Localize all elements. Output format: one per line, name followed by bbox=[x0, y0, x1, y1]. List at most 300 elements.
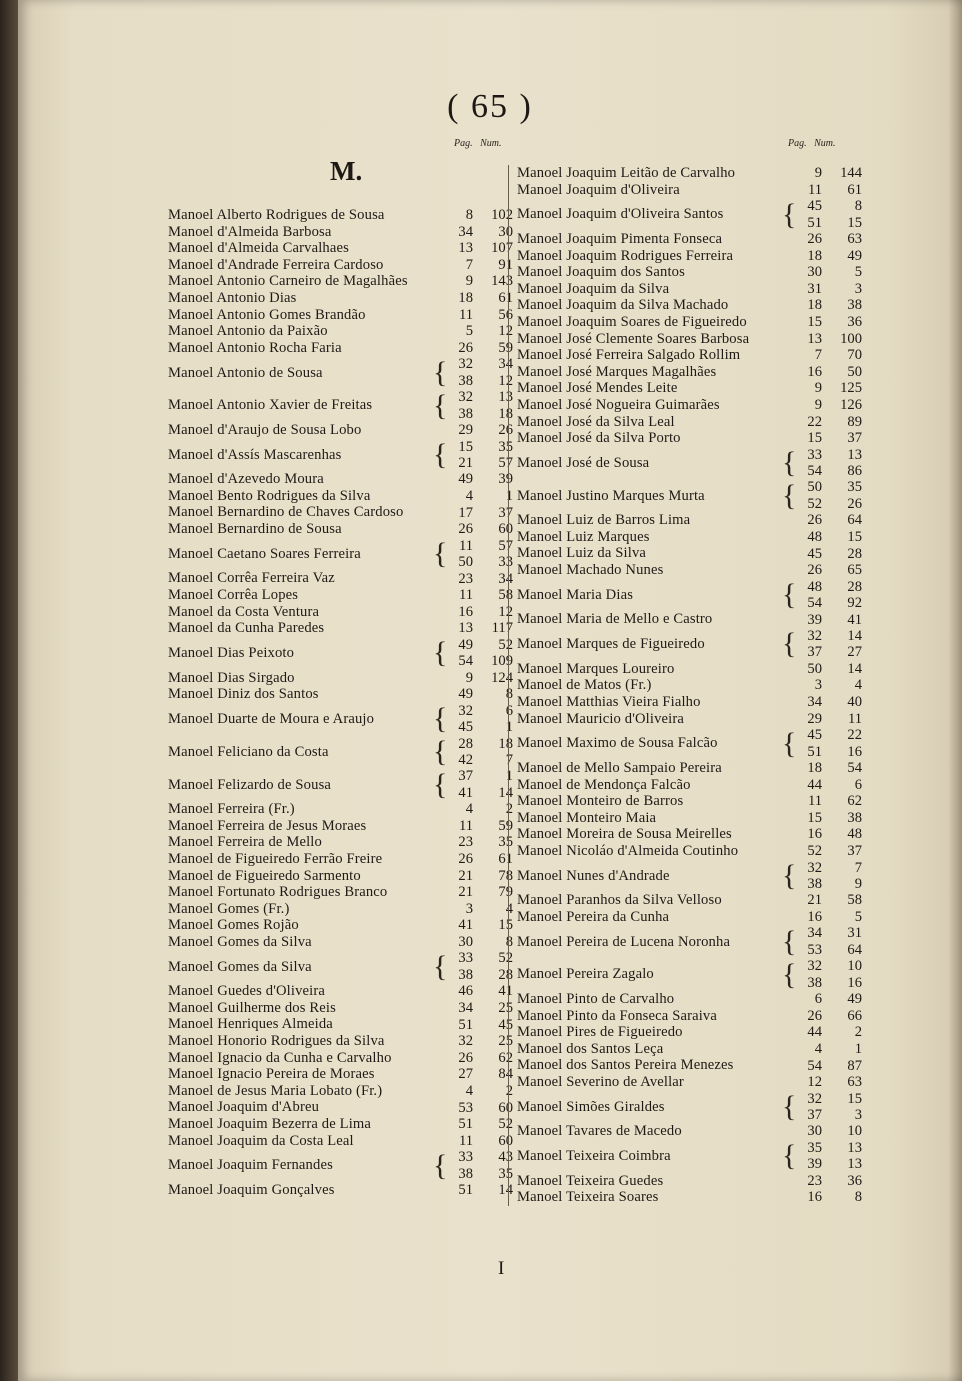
page-ref: 15 bbox=[807, 314, 822, 331]
entry-name: Manoel Luiz Marques bbox=[517, 528, 650, 545]
number-ref: 7 bbox=[505, 751, 513, 768]
page-ref: 4 bbox=[465, 487, 473, 504]
number-ref: 10 bbox=[847, 958, 862, 975]
entry-name: Manoel d'Araujo de Sousa Lobo bbox=[168, 421, 362, 438]
number-ref: 22 bbox=[847, 727, 862, 744]
entry-name: Manoel Matthias Vieira Fialho bbox=[517, 693, 701, 710]
reference-pair bbox=[792, 1091, 862, 1107]
page-number: ( 65 ) bbox=[447, 88, 533, 125]
reference-pair bbox=[792, 512, 862, 528]
number-ref: 7 bbox=[854, 859, 862, 876]
index-entry bbox=[517, 727, 862, 760]
index-entry bbox=[168, 207, 513, 224]
page-ref: 6 bbox=[814, 991, 822, 1008]
number-ref: 5 bbox=[854, 908, 862, 925]
reference-pair bbox=[443, 884, 513, 900]
entry-name: Manoel de Figueiredo Sarmento bbox=[168, 867, 361, 884]
page-ref: 54 bbox=[807, 595, 822, 612]
reference-pair bbox=[443, 323, 513, 339]
index-entry bbox=[168, 224, 513, 241]
index-entry bbox=[517, 843, 862, 860]
index-entry bbox=[517, 628, 862, 661]
page-ref: 11 bbox=[458, 587, 473, 604]
entry-name: Manoel Pinto da Fonseca Saraiva bbox=[517, 1007, 717, 1024]
entry-name: Manoel Ferreira de Jesus Moraes bbox=[168, 817, 367, 834]
number-ref: 100 bbox=[840, 330, 862, 347]
reference-pair bbox=[792, 1074, 862, 1090]
page-ref: 7 bbox=[465, 256, 473, 273]
page-ref: 9 bbox=[465, 273, 473, 290]
number-ref: 40 bbox=[847, 694, 862, 711]
page-ref: 34 bbox=[458, 999, 473, 1016]
number-ref: 2 bbox=[505, 801, 513, 818]
number-ref: 28 bbox=[847, 545, 862, 562]
entry-name: Manoel dos Santos Leça bbox=[517, 1040, 664, 1057]
entry-name: Manoel Ferreira de Mello bbox=[168, 834, 322, 851]
entry-references bbox=[433, 637, 513, 670]
entry-references bbox=[433, 801, 513, 817]
entry-name: Manoel Gomes da Silva bbox=[168, 958, 312, 975]
entry-references bbox=[433, 818, 513, 834]
page-ref: 37 bbox=[807, 1106, 822, 1123]
entry-name: Manoel Nunes d'Andrade bbox=[517, 867, 670, 884]
brace-mark: { bbox=[433, 734, 448, 768]
reference-pair bbox=[443, 1182, 513, 1198]
number-ref: 5 bbox=[854, 264, 862, 281]
reference-pair bbox=[443, 240, 513, 256]
index-entry bbox=[168, 1133, 513, 1150]
number-ref: 62 bbox=[498, 1049, 513, 1066]
index-entry bbox=[517, 1041, 862, 1058]
number-ref: 143 bbox=[491, 273, 513, 290]
page-ref: 18 bbox=[807, 247, 822, 264]
number-ref: 48 bbox=[847, 826, 862, 843]
index-entry bbox=[168, 620, 513, 637]
reference-pair bbox=[792, 1058, 862, 1074]
index-entry bbox=[517, 1074, 862, 1091]
reference-pair bbox=[443, 1050, 513, 1066]
page-ref: 54 bbox=[458, 653, 473, 670]
page-ref: 38 bbox=[458, 372, 473, 389]
entry-references bbox=[782, 414, 862, 430]
reference-pair bbox=[443, 1017, 513, 1033]
number-ref: 26 bbox=[498, 422, 513, 438]
page-ref: 34 bbox=[807, 925, 822, 942]
brace-mark: { bbox=[433, 702, 448, 736]
index-entry bbox=[517, 826, 862, 843]
entry-name: Manoel Bernardino de Sousa bbox=[168, 521, 342, 538]
number-ref: 124 bbox=[491, 669, 513, 686]
page-ref: 41 bbox=[458, 784, 473, 801]
entry-name: Manoel Antonio Rocha Faria bbox=[168, 339, 342, 356]
index-entry bbox=[168, 1083, 513, 1100]
index-entry bbox=[517, 1123, 862, 1140]
page-ref: 27 bbox=[458, 1066, 473, 1083]
reference-pair bbox=[792, 810, 862, 826]
entry-references bbox=[782, 727, 862, 760]
reference-pair bbox=[792, 397, 862, 413]
index-entry bbox=[168, 1099, 513, 1116]
brace-mark: { bbox=[433, 388, 448, 422]
reference-pair bbox=[443, 373, 513, 389]
page-ref: 38 bbox=[458, 966, 473, 983]
index-entry bbox=[517, 281, 862, 298]
index-entry bbox=[168, 901, 513, 918]
reference-pair bbox=[443, 538, 513, 554]
page-ref: 53 bbox=[807, 941, 822, 958]
page-ref: 45 bbox=[807, 545, 822, 562]
number-ref: 92 bbox=[847, 595, 862, 612]
entry-references bbox=[782, 347, 862, 363]
reference-pair bbox=[792, 711, 862, 727]
reference-pair bbox=[792, 1156, 862, 1172]
entry-name: Manoel Teixeira Coimbra bbox=[517, 1148, 671, 1165]
index-entry bbox=[168, 983, 513, 1000]
number-ref: 86 bbox=[847, 463, 862, 480]
entry-references bbox=[433, 356, 513, 389]
page-ref: 29 bbox=[458, 422, 473, 438]
reference-pair bbox=[443, 521, 513, 537]
entry-name: Manoel Antonio de Sousa bbox=[168, 364, 323, 381]
reference-pair bbox=[792, 644, 862, 660]
entry-references bbox=[433, 422, 513, 438]
reference-pair bbox=[443, 736, 513, 752]
number-ref: 11 bbox=[847, 710, 862, 727]
number-ref: 52 bbox=[498, 636, 513, 653]
reference-pair bbox=[792, 612, 862, 628]
entry-name: Manoel Gomes da Silva bbox=[168, 933, 312, 950]
number-ref: 70 bbox=[847, 347, 862, 364]
reference-pair bbox=[792, 414, 862, 430]
page-ref: 16 bbox=[807, 908, 822, 925]
entry-references bbox=[433, 1116, 513, 1132]
number-ref: 35 bbox=[498, 834, 513, 851]
reference-pair bbox=[792, 182, 862, 198]
number-ref: 79 bbox=[498, 884, 513, 901]
page-ref: 37 bbox=[458, 768, 473, 785]
index-entry bbox=[168, 538, 513, 571]
number-ref: 57 bbox=[498, 454, 513, 471]
index-entry bbox=[517, 1024, 862, 1041]
entry-references bbox=[433, 1182, 513, 1198]
entry-name: Manoel Guilherme dos Reis bbox=[168, 999, 336, 1016]
entry-references bbox=[433, 884, 513, 900]
reference-pair bbox=[443, 1166, 513, 1182]
entry-references bbox=[782, 529, 862, 545]
entry-references bbox=[433, 703, 513, 736]
index-entry bbox=[517, 314, 862, 331]
page-ref: 48 bbox=[807, 528, 822, 545]
number-ref: 25 bbox=[498, 999, 513, 1016]
entry-name: Manoel José de Sousa bbox=[517, 454, 650, 471]
number-ref: 12 bbox=[498, 323, 513, 340]
page-ref: 33 bbox=[807, 446, 822, 463]
entry-name: Manoel Fortunato Rodrigues Branco bbox=[168, 884, 388, 901]
reference-pair bbox=[792, 198, 862, 214]
reference-pair bbox=[792, 463, 862, 479]
page-ref: 18 bbox=[458, 290, 473, 307]
reference-pair bbox=[792, 546, 862, 562]
reference-pair bbox=[443, 917, 513, 933]
number-ref: 144 bbox=[840, 165, 862, 182]
index-entry bbox=[168, 273, 513, 290]
index-entry bbox=[517, 447, 862, 480]
number-ref: 2 bbox=[854, 1024, 862, 1041]
entry-references bbox=[782, 479, 862, 512]
entry-references bbox=[782, 777, 862, 793]
page-ref: 30 bbox=[458, 933, 473, 950]
reference-pair bbox=[792, 876, 862, 892]
index-entry bbox=[168, 389, 513, 422]
number-ref: 13 bbox=[847, 1156, 862, 1173]
reference-pair bbox=[792, 579, 862, 595]
number-ref: 57 bbox=[498, 537, 513, 554]
reference-pair bbox=[443, 307, 513, 323]
number-ref: 30 bbox=[498, 223, 513, 240]
entry-name: Manoel José da Silva Porto bbox=[517, 430, 681, 447]
entry-references bbox=[782, 711, 862, 727]
index-entry bbox=[168, 834, 513, 851]
index-entry bbox=[168, 801, 513, 818]
page-ref: 11 bbox=[807, 181, 822, 198]
number-ref: 109 bbox=[491, 653, 513, 670]
reference-pair bbox=[792, 958, 862, 974]
entry-references bbox=[433, 1100, 513, 1116]
number-ref: 10 bbox=[847, 1123, 862, 1140]
number-ref: 52 bbox=[498, 1116, 513, 1133]
index-entry bbox=[517, 909, 862, 926]
reference-pair bbox=[443, 686, 513, 702]
entry-references bbox=[433, 1017, 513, 1033]
entry-name: Manoel d'Azevedo Moura bbox=[168, 471, 324, 488]
page-ref: 26 bbox=[458, 1049, 473, 1066]
reference-pair bbox=[792, 1123, 862, 1139]
entry-references bbox=[433, 505, 513, 521]
entry-name: Manoel Tavares de Macedo bbox=[517, 1123, 682, 1140]
num-header-left: Num. bbox=[480, 138, 502, 149]
entry-name: Manoel Antonio Carneiro de Magalhães bbox=[168, 273, 408, 290]
index-entry bbox=[168, 868, 513, 885]
entry-references bbox=[782, 1008, 862, 1024]
entry-references bbox=[782, 612, 862, 628]
entry-name: Manoel Joaquim Leitão de Carvalho bbox=[517, 165, 736, 181]
entry-name: Manoel Joaquim Fernandes bbox=[168, 1157, 333, 1174]
entry-references bbox=[433, 1133, 513, 1149]
number-ref: 28 bbox=[498, 966, 513, 983]
reference-pair bbox=[443, 406, 513, 422]
page-ref: 42 bbox=[458, 751, 473, 768]
entry-references bbox=[433, 768, 513, 801]
entry-references bbox=[433, 389, 513, 422]
reference-pair bbox=[792, 777, 862, 793]
entry-name: Manoel da Costa Ventura bbox=[168, 603, 320, 620]
entry-references bbox=[433, 901, 513, 917]
page-ref: 49 bbox=[458, 471, 473, 488]
reference-pair bbox=[792, 347, 862, 363]
index-entry bbox=[517, 1140, 862, 1173]
reference-pair bbox=[792, 677, 862, 693]
number-ref: 1 bbox=[505, 719, 513, 736]
number-ref: 62 bbox=[847, 793, 862, 810]
entry-name: Manoel Alberto Rodrigues de Sousa bbox=[168, 207, 385, 223]
entry-references bbox=[433, 273, 513, 289]
index-entry bbox=[517, 1008, 862, 1025]
index-entry bbox=[517, 579, 862, 612]
number-ref: 16 bbox=[847, 743, 862, 760]
entry-references bbox=[433, 538, 513, 571]
index-entry bbox=[517, 545, 862, 562]
entry-references bbox=[782, 447, 862, 480]
number-ref: 16 bbox=[847, 974, 862, 991]
index-entry bbox=[168, 1182, 513, 1199]
reference-pair bbox=[443, 1083, 513, 1099]
reference-pair bbox=[792, 628, 862, 644]
number-ref: 63 bbox=[847, 1074, 862, 1091]
reference-pair bbox=[443, 620, 513, 636]
index-entry bbox=[517, 397, 862, 414]
entry-name: Manoel Antonio Gomes Brandão bbox=[168, 306, 366, 323]
number-ref: 18 bbox=[498, 405, 513, 422]
reference-pair bbox=[792, 860, 862, 876]
number-ref: 58 bbox=[498, 587, 513, 604]
number-ref: 13 bbox=[847, 1139, 862, 1156]
reference-pair bbox=[443, 356, 513, 372]
number-ref: 3 bbox=[854, 1106, 862, 1123]
page-ref: 11 bbox=[458, 537, 473, 554]
reference-pair bbox=[443, 1116, 513, 1132]
page-ref: 49 bbox=[458, 686, 473, 703]
page-ref: 8 bbox=[465, 207, 473, 224]
entry-references bbox=[782, 1091, 862, 1124]
reference-pair bbox=[792, 1107, 862, 1123]
reference-pair bbox=[792, 264, 862, 280]
page-ref: 9 bbox=[814, 380, 822, 397]
entry-name: Manoel Ignacio da Cunha e Carvalho bbox=[168, 1049, 392, 1066]
entry-name: Manoel Joaquim da Silva bbox=[517, 280, 670, 297]
entry-references bbox=[433, 521, 513, 537]
index-entry bbox=[517, 512, 862, 529]
reference-pair bbox=[443, 670, 513, 686]
number-ref: 41 bbox=[498, 983, 513, 1000]
page-ref: 51 bbox=[807, 214, 822, 231]
page-ref: 44 bbox=[807, 1024, 822, 1041]
entry-name: Manoel Maria de Mello e Castro bbox=[517, 611, 713, 628]
entry-references bbox=[782, 958, 862, 991]
brace-mark: { bbox=[433, 437, 448, 471]
reference-pair bbox=[443, 1133, 513, 1149]
entry-references bbox=[433, 307, 513, 323]
index-entry bbox=[517, 264, 862, 281]
entry-name: Manoel Honorio Rodrigues da Silva bbox=[168, 1033, 385, 1050]
index-entry bbox=[517, 198, 862, 231]
page-ref: 23 bbox=[458, 834, 473, 851]
entry-name: Manoel Joaquim da Costa Leal bbox=[168, 1132, 354, 1149]
page-ref: 26 bbox=[458, 851, 473, 867]
reference-pair bbox=[443, 818, 513, 834]
number-ref: 65 bbox=[847, 562, 862, 579]
entry-name: Manoel Pereira Zagalo bbox=[517, 966, 654, 983]
entry-references bbox=[782, 1058, 862, 1074]
index-entry bbox=[517, 991, 862, 1008]
number-ref: 84 bbox=[498, 1066, 513, 1083]
reference-pair bbox=[792, 694, 862, 710]
number-ref: 14 bbox=[847, 660, 862, 677]
entry-name: Manoel Antonio Dias bbox=[168, 289, 297, 306]
entry-name: Manoel Gomes (Fr.) bbox=[168, 900, 290, 917]
entry-name: Manoel Maria Dias bbox=[517, 586, 634, 603]
reference-pair bbox=[443, 571, 513, 587]
number-ref: 14 bbox=[847, 628, 862, 644]
index-entry bbox=[517, 364, 862, 381]
index-entry bbox=[168, 307, 513, 324]
page-ref: 54 bbox=[807, 1057, 822, 1074]
number-ref: 41 bbox=[847, 611, 862, 628]
entry-name: Manoel Mauricio d'Oliveira bbox=[517, 710, 685, 727]
left-column-headers bbox=[454, 138, 502, 149]
page-ref: 26 bbox=[807, 231, 822, 248]
entry-name: Manoel José Marques Magalhães bbox=[517, 363, 717, 380]
entry-references bbox=[782, 297, 862, 313]
reference-pair bbox=[792, 843, 862, 859]
brace-mark: { bbox=[433, 537, 448, 571]
number-ref: 1 bbox=[854, 1040, 862, 1057]
reference-pair bbox=[792, 562, 862, 578]
number-ref: 49 bbox=[847, 991, 862, 1008]
page-ref: 11 bbox=[807, 793, 822, 810]
reference-pair bbox=[443, 389, 513, 405]
page-ref: 48 bbox=[807, 578, 822, 595]
reference-pair bbox=[443, 422, 513, 438]
page-ref: 28 bbox=[458, 735, 473, 752]
entry-name: Manoel da Cunha Paredes bbox=[168, 620, 325, 637]
number-ref: 33 bbox=[498, 554, 513, 571]
page-ref: 21 bbox=[458, 884, 473, 901]
reference-pair bbox=[443, 768, 513, 784]
brace-mark: { bbox=[782, 924, 797, 958]
entry-name: Manoel Antonio da Paixão bbox=[168, 323, 328, 340]
reference-pair bbox=[792, 529, 862, 545]
entry-name: Manoel Pires de Figueiredo bbox=[517, 1024, 683, 1041]
entry-references bbox=[782, 677, 862, 693]
page-ref: 52 bbox=[807, 843, 822, 859]
number-ref: 9 bbox=[854, 875, 862, 892]
entry-name: Manoel José Clemente Soares Barbosa bbox=[517, 330, 750, 347]
number-ref: 63 bbox=[847, 231, 862, 248]
page-ref: 50 bbox=[807, 660, 822, 677]
reference-pair bbox=[443, 1000, 513, 1016]
entry-references bbox=[433, 1066, 513, 1082]
brace-mark: { bbox=[433, 636, 448, 670]
page-ref: 13 bbox=[458, 620, 473, 637]
page-ref: 11 bbox=[458, 306, 473, 323]
index-entry bbox=[168, 768, 513, 801]
entry-name: Manoel Nicoláo d'Almeida Coutinho bbox=[517, 842, 739, 859]
entry-references bbox=[782, 331, 862, 347]
number-ref: 35 bbox=[847, 479, 862, 496]
page-ref: 50 bbox=[807, 479, 822, 496]
entry-name: Manoel Felizardo de Sousa bbox=[168, 776, 332, 793]
index-entry bbox=[517, 479, 862, 512]
entry-name: Manoel Dias Peixoto bbox=[168, 645, 295, 661]
entry-references bbox=[782, 397, 862, 413]
entry-name: Manoel Ferreira (Fr.) bbox=[168, 801, 295, 818]
number-ref: 18 bbox=[498, 735, 513, 752]
index-entry bbox=[517, 297, 862, 314]
number-ref: 38 bbox=[847, 809, 862, 826]
reference-pair bbox=[443, 224, 513, 240]
page-ref: 3 bbox=[814, 677, 822, 694]
entry-references bbox=[782, 909, 862, 925]
